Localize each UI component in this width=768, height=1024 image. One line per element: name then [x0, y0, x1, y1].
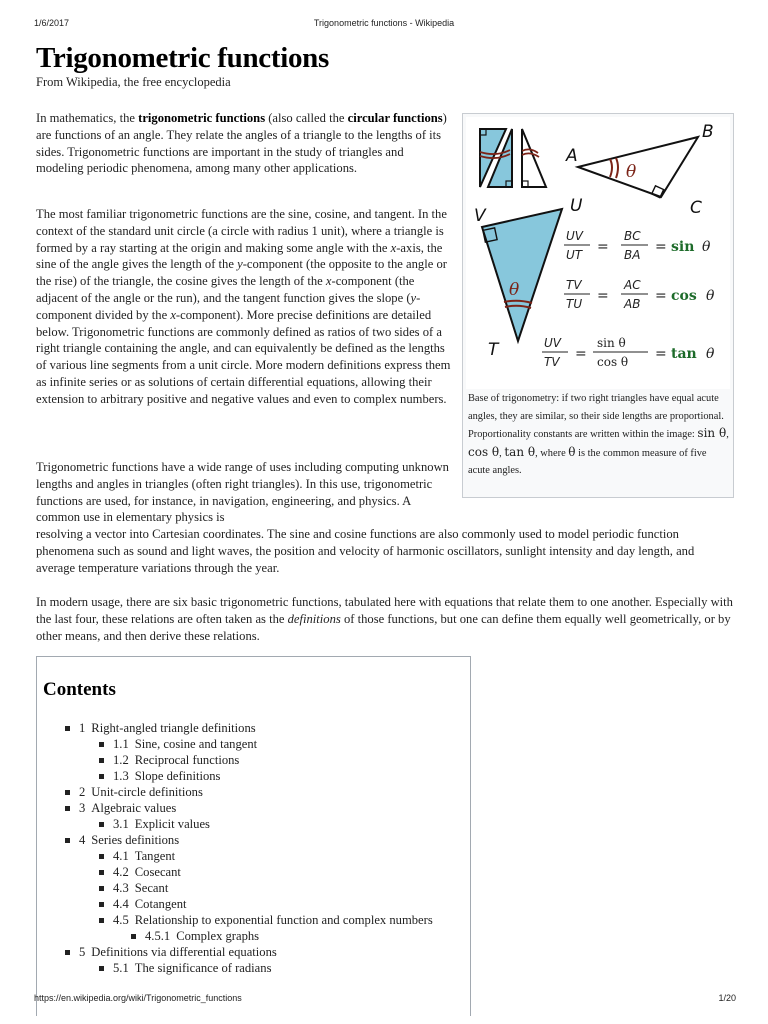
toc-item[interactable]: [37, 832, 470, 848]
page-title: Trigonometric functions: [36, 42, 329, 74]
figure-thumbnail: [462, 113, 734, 498]
toc-item[interactable]: [37, 848, 470, 864]
toc-link[interactable]: [79, 945, 277, 959]
toc-label: Algebraic values: [91, 801, 177, 815]
bold-term-circular-functions: circular functions: [347, 111, 443, 125]
label-v: V: [474, 206, 486, 226]
eq2-num1: TV: [566, 278, 582, 292]
toc-number: 4.2: [113, 865, 129, 879]
svg-text:=: =: [597, 239, 609, 255]
equation-sine: [564, 229, 711, 262]
toc-number: 5: [79, 945, 86, 959]
print-page-title: Trigonometric functions - Wikipedia: [313, 18, 455, 28]
math-theta: θ: [568, 444, 576, 459]
math-var-x: x: [390, 240, 397, 255]
toc-number: 4.5.1: [145, 929, 171, 943]
eq1-result-fn: sin: [671, 239, 695, 255]
eq3-den2: cos θ: [597, 355, 629, 369]
math-var-x: x: [170, 307, 176, 322]
bullet-icon: [99, 918, 104, 923]
toc-label: Cosecant: [134, 865, 181, 879]
toc-number: 5.1: [113, 961, 129, 975]
toc-item[interactable]: [37, 896, 470, 912]
toc-link[interactable]: [113, 753, 239, 767]
print-footer: [0, 993, 768, 1007]
eq1-den1: UT: [566, 248, 583, 262]
text: Base of trigonometry: if two right triangles have equal acute angles, they are similar, so their side lengths are proportional. Proportionality constants are written within the image:: [468, 393, 724, 441]
bullet-icon: [99, 886, 104, 891]
text: -component). More precise definitions are detailed below. Trigonometric functions are commonly defined as ratios of two sides of a right triangle containing the angle, and can equivalently be defined as the lengths of various line segments from a unit circle. More modern definitions express them as infinite series or as solutions of certain differential equations, allowing their extension to arbitrary positive and negative values and even to complex numbers.: [36, 307, 451, 406]
print-url: https://en.wikipedia.org/wiki/Trigonometric_functions: [34, 993, 242, 1003]
figure-image[interactable]: [466, 117, 730, 389]
text: of those functions, but one can define them equally well geometrically, or by other means, and then derive these relations.: [36, 611, 731, 643]
toc-label: Secant: [134, 881, 169, 895]
triangle-abc: [578, 137, 698, 197]
math-tan-theta: tan θ: [504, 444, 536, 459]
toc-item[interactable]: [37, 800, 470, 816]
toc-number: 4.4: [113, 897, 129, 911]
toc-item[interactable]: [37, 928, 470, 944]
toc-link[interactable]: [113, 913, 433, 927]
text: , where: [535, 447, 569, 459]
bold-term-trigonometric-functions: trigonometric functions: [138, 111, 266, 125]
toc-item[interactable]: [37, 880, 470, 896]
print-date: 1/6/2017: [34, 18, 70, 28]
toc-list: [37, 720, 470, 976]
bullet-icon: [99, 758, 104, 763]
figure-caption: [468, 390, 730, 480]
bullet-icon: [99, 822, 104, 827]
toc-number: 4: [79, 833, 86, 847]
label-u: U: [570, 196, 583, 216]
print-page-number: 1/20: [718, 993, 736, 1003]
toc-number: 1.3: [113, 769, 129, 783]
toc-number: 4.1: [113, 849, 129, 863]
toc-label: Relationship to exponential function and complex numbers: [134, 913, 433, 927]
toc-link[interactable]: [79, 801, 176, 815]
eq1-den2: BA: [624, 248, 641, 262]
intro-paragraph-1: [36, 110, 452, 177]
label-t: T: [488, 340, 499, 360]
math-var-y: y: [410, 290, 417, 305]
toc-link[interactable]: [113, 865, 181, 879]
text: -component (the adjacent of the angle or the run), and the tangent function gives the slope (: [36, 274, 415, 305]
print-header: [0, 18, 768, 32]
bullet-icon: [65, 806, 70, 811]
math-var-x: x: [325, 274, 332, 289]
eq2-den2: AB: [624, 297, 641, 311]
text: -axis, the sine of the angle gives the length of the: [36, 240, 443, 272]
table-of-contents: [36, 656, 471, 1016]
math-sin-theta: sin θ: [697, 426, 727, 441]
toc-item[interactable]: [37, 960, 470, 976]
toc-item[interactable]: [37, 784, 470, 800]
toc-number: 1: [79, 721, 86, 735]
svg-text:=: =: [597, 288, 609, 304]
eq3-result-fn: tan: [671, 346, 697, 362]
text: is the common measure of five acute angles.: [468, 447, 707, 477]
svg-text:=: =: [575, 346, 587, 362]
equation-cosine: [564, 278, 715, 311]
text: ,: [499, 447, 505, 459]
toc-link[interactable]: [113, 817, 210, 831]
toc-link[interactable]: [113, 769, 220, 783]
label-b: B: [702, 122, 714, 142]
eq2-num2: AC: [624, 278, 641, 292]
eq2-result-var: θ: [706, 288, 715, 304]
triangle-tuv: [482, 209, 562, 341]
eq3-num1: UV: [544, 336, 561, 350]
label-a: A: [566, 146, 578, 166]
toc-link[interactable]: [113, 737, 257, 751]
text: In modern usage, there are six basic trigonometric functions, tabulated here with equations that relate them to one another. Especially with the last four, these relations are often taken as the: [36, 595, 733, 626]
toc-link[interactable]: [113, 881, 168, 895]
toc-number: 4.5: [113, 913, 129, 927]
text: ,: [726, 429, 729, 441]
bullet-icon: [99, 902, 104, 907]
eq1-num2: BC: [624, 229, 641, 243]
toc-number: 1.2: [113, 753, 129, 767]
text: The most familiar trigonometric functions are the sine, cosine, and tangent. In the context of the standard unit circle (a circle with radius 1 unit), where a triangle is formed by a ray starting at the origin and making some angle with the: [36, 207, 447, 255]
toc-item[interactable]: [37, 864, 470, 880]
toc-label: Explicit values: [134, 817, 210, 831]
text: -component divided by the: [36, 290, 421, 322]
bullet-icon: [99, 966, 104, 971]
toc-item[interactable]: [37, 720, 470, 736]
eq1-result-var: θ: [702, 239, 711, 255]
svg-text:=: =: [655, 288, 667, 304]
svg-text:=: =: [655, 346, 667, 362]
toc-link[interactable]: [113, 849, 175, 863]
intro-paragraph-3-full: resolving a vector into Cartesian coordinates. The sine and cosine functions are also commonly used to model periodic function phenomena such as sound and light waves, the position and velocity of harmonic oscillators, sunlight intensity and day length, and average temperature variations through the year.: [36, 527, 695, 575]
text: In mathematics, the: [36, 111, 139, 125]
toc-label: The significance of radians: [134, 961, 272, 975]
text: -component (the opposite to the angle or the rise) of the triangle, the cosine gives the length of the: [36, 257, 447, 289]
toc-number: 1.1: [113, 737, 129, 751]
eq3-num2: sin θ: [597, 336, 626, 350]
toc-item[interactable]: [37, 752, 470, 768]
toc-label: Unit-circle definitions: [91, 785, 203, 799]
toc-title: Contents: [43, 679, 116, 700]
toc-link[interactable]: [145, 929, 259, 943]
page-subtitle: From Wikipedia, the free encyclopedia: [36, 75, 231, 89]
eq2-result-fn: cos: [671, 288, 697, 304]
equation-tangent: [542, 336, 715, 369]
toc-label: Tangent: [134, 849, 176, 863]
toc-item[interactable]: [37, 768, 470, 784]
label-c: C: [690, 198, 702, 218]
toc-item[interactable]: [37, 912, 470, 928]
toc-item[interactable]: [37, 816, 470, 832]
math-var-y: y: [237, 257, 243, 272]
bullet-icon: [65, 790, 70, 795]
eq1-num1: UV: [566, 229, 583, 243]
toc-label: Slope definitions: [134, 769, 221, 783]
eq3-den1: TV: [544, 355, 560, 369]
intro-paragraph-3-wrapped: Trigonometric functions have a wide range of uses including computing unknown lengths and angles in triangles (often right triangles). In this use, trigonometric functions are used, for instance, in navigation, engineering, and physics. A common use in elementary physics is: [36, 460, 449, 525]
toc-label: Right-angled triangle definitions: [91, 721, 256, 735]
eq2-den1: TU: [566, 297, 583, 311]
svg-text:=: =: [655, 239, 667, 255]
bullet-icon: [99, 870, 104, 875]
toc-label: Series definitions: [91, 833, 180, 847]
toc-label: Sine, cosine and tangent: [134, 737, 258, 751]
toc-link[interactable]: [79, 833, 179, 847]
text: (also called the: [265, 111, 348, 125]
toc-link[interactable]: [113, 897, 187, 911]
toc-number: 3: [79, 801, 86, 815]
bullet-icon: [99, 854, 104, 859]
toc-number: 2: [79, 785, 86, 799]
toc-item[interactable]: [37, 944, 470, 960]
intro-paragraph-2: [36, 206, 452, 408]
intro-paragraph-4: [36, 594, 746, 644]
toc-label: Definitions via differential equations: [91, 945, 277, 959]
bullet-icon: [99, 742, 104, 747]
bullet-icon: [65, 950, 70, 955]
toc-label: Complex graphs: [176, 929, 260, 943]
label-theta-tuv: θ: [509, 280, 520, 300]
toc-item[interactable]: [37, 736, 470, 752]
toc-link[interactable]: [113, 961, 271, 975]
bullet-icon: [99, 774, 104, 779]
label-theta-abc: θ: [626, 162, 637, 182]
bullet-icon: [65, 838, 70, 843]
small-triangle-3: [522, 129, 546, 187]
toc-number: 4.3: [113, 881, 129, 895]
eq3-result-var: θ: [706, 346, 715, 362]
math-cos-theta: cos θ: [468, 444, 500, 459]
text: ) are functions of an angle. They relate the angles of a triangle to the lengths of its sides. Trigonometric functions are important in the study of triangles and modeling periodic phenomena, among many other applications.: [36, 111, 447, 176]
toc-number: 3.1: [113, 817, 129, 831]
italic-term-definitions: definitions: [287, 611, 341, 626]
toc-label: Cotangent: [134, 897, 187, 911]
toc-link[interactable]: [79, 785, 203, 799]
bullet-icon: [131, 934, 136, 939]
similar-triangles-diagram: [466, 117, 730, 389]
toc-label: Reciprocal functions: [134, 753, 240, 767]
toc-link[interactable]: [79, 721, 256, 735]
bullet-icon: [65, 726, 70, 731]
